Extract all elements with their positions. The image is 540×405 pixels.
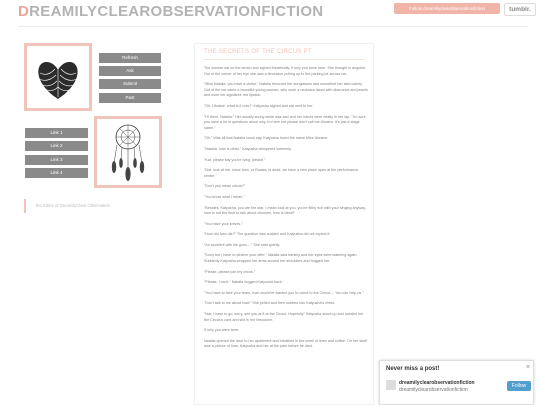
post-paragraph: "How did Ivan die?" The question was sudden and Katyusha did not expect it. (204, 232, 331, 237)
tumblr-logo-button[interactable]: tumblr. (504, 3, 536, 16)
post-card (194, 43, 374, 405)
follow-blog-button[interactable]: Follow dreamilyclearobservationfiction (394, 3, 500, 14)
post-paragraph: "Kat, please say you're lying, please." (204, 157, 266, 162)
top-bar (0, 0, 540, 26)
post-paragraph: "Please, please join my circus." (204, 269, 256, 274)
popup-blog-name[interactable]: dreamilyclearobservationfiction (399, 380, 475, 386)
dreamcatcher-icon (97, 119, 159, 185)
post-paragraph: The woman sat on the bench and sighed theatrically. If only you were here. She thought in anguish. Out of the corner of her eye she saw a limousine pulling up to the parking lot across her. (204, 66, 367, 76)
post-title[interactable]: THE SECRETS OF THE CIRCUS PT (204, 49, 312, 55)
never-miss-post-popup (379, 360, 534, 405)
post-title-divider (204, 59, 364, 60)
nav-submit-button[interactable]: Submit (99, 79, 161, 89)
dreamcatcher-image-frame (94, 116, 162, 188)
nav-past-button[interactable]: Past (99, 93, 161, 103)
nav-ask-button[interactable]: Ask (99, 66, 161, 76)
post-paragraph: "Please, I can't." Natalia hugged Katyusha back. (204, 280, 283, 285)
post-paragraph: "Oh, Ukraine, what is it now?" Katyusha sighed and sat next to her. (204, 103, 314, 108)
heart-image-frame (24, 43, 92, 111)
post-paragraph: "Hi there, Natalia." Her usually sunny smile was sad and her hands were neatly in her lap. "I'm sure you have a lot of questions about why I'm here but please don't call me Ukraine, it's just a stage name." (204, 114, 366, 130)
post-body (204, 66, 368, 355)
post-paragraph: "Besides, Katyusha, you are the star, I mean look at you, you're filthy rich with your singing anyway, now to not the time to talk about circuses, Ivan is dead!" (204, 205, 366, 216)
post-paragraph: "An accident with his guns...." She said quietly. (204, 242, 281, 247)
popup-blog-url: dreamilyclearobservationfiction (399, 387, 468, 393)
post-paragraph: "Natalia, Ivan is dead." Katyusha whispered solemnly. (204, 146, 292, 151)
blog-description: the Editor of DreamilyClear Observation (24, 199, 164, 213)
nav-link-3-button[interactable]: Link 3 (25, 155, 88, 165)
post-paragraph: "Sorry but I have to decline your offer." Natalia said harshly and her eyes were watering again. Suddenly Katyusha wrapped her arms around her shoulders and hugged her. (204, 253, 358, 264)
post-paragraph: "You have your knives." (204, 221, 243, 226)
post-paragraph: Natalia opened the door to her apartment and breathed in the smell of linen and coffee. On her shelf was a picture of Ivan, Katyusha and her at the park before he died. (204, 338, 368, 349)
post-paragraph: "Ok." Was all that Natalia could say. Katyusha loved the name Miss Ukraine. (204, 136, 329, 141)
nav-link-1-button[interactable]: Link 1 (25, 128, 88, 138)
popup-follow-button[interactable]: Follow (507, 381, 531, 391)
post-paragraph: "Nat, look at me, since Ivan, or Russia, is dead, we have a new place open at the performance center." (204, 168, 359, 178)
close-icon[interactable]: × (526, 364, 531, 371)
popup-title: Never miss a post! (386, 366, 440, 372)
post-paragraph: "Miss Natalia, you have a visitor," Natalia removed her sunglasses and smoothed her skirt calmly. Out of the car came a beautiful young woman, who wore a necklace laced with diamonds and jewels and wore her signature red lipstick. (204, 82, 368, 98)
post-paragraph: "You know what I mean." (204, 194, 245, 199)
site-title-initial: D (18, 3, 30, 20)
post-paragraph: "Don't you mean circus?" (204, 184, 246, 189)
header-divider (18, 26, 528, 27)
nav-link-2-button[interactable]: Link 2 (25, 141, 88, 151)
post-paragraph: "Don't talk to me about Ivan!" She yelled and then sobbed into Katyusha's chest. (204, 301, 335, 306)
nav-refresh-button[interactable]: Refresh (99, 53, 161, 63)
site-title[interactable] (18, 3, 323, 20)
post-paragraph: "You have to face your fears, Ivan would've wanted you to come to the Circus.... You can help us." (204, 290, 364, 295)
post-paragraph: "Nat, I have to go, sorry, see you at 8 at the Circus. Hopefully" Katyusha stood up and handed her the Circus's card and slid in her limousine. (204, 312, 364, 322)
site-title-rest: REAMILYCLEAROBSERVATIONFICTION (29, 3, 324, 20)
nav-link-4-button[interactable]: Link 4 (25, 168, 88, 178)
avatar[interactable] (386, 380, 396, 390)
heart-icon (27, 46, 89, 108)
post-paragraph: If only you were here. (204, 328, 240, 333)
